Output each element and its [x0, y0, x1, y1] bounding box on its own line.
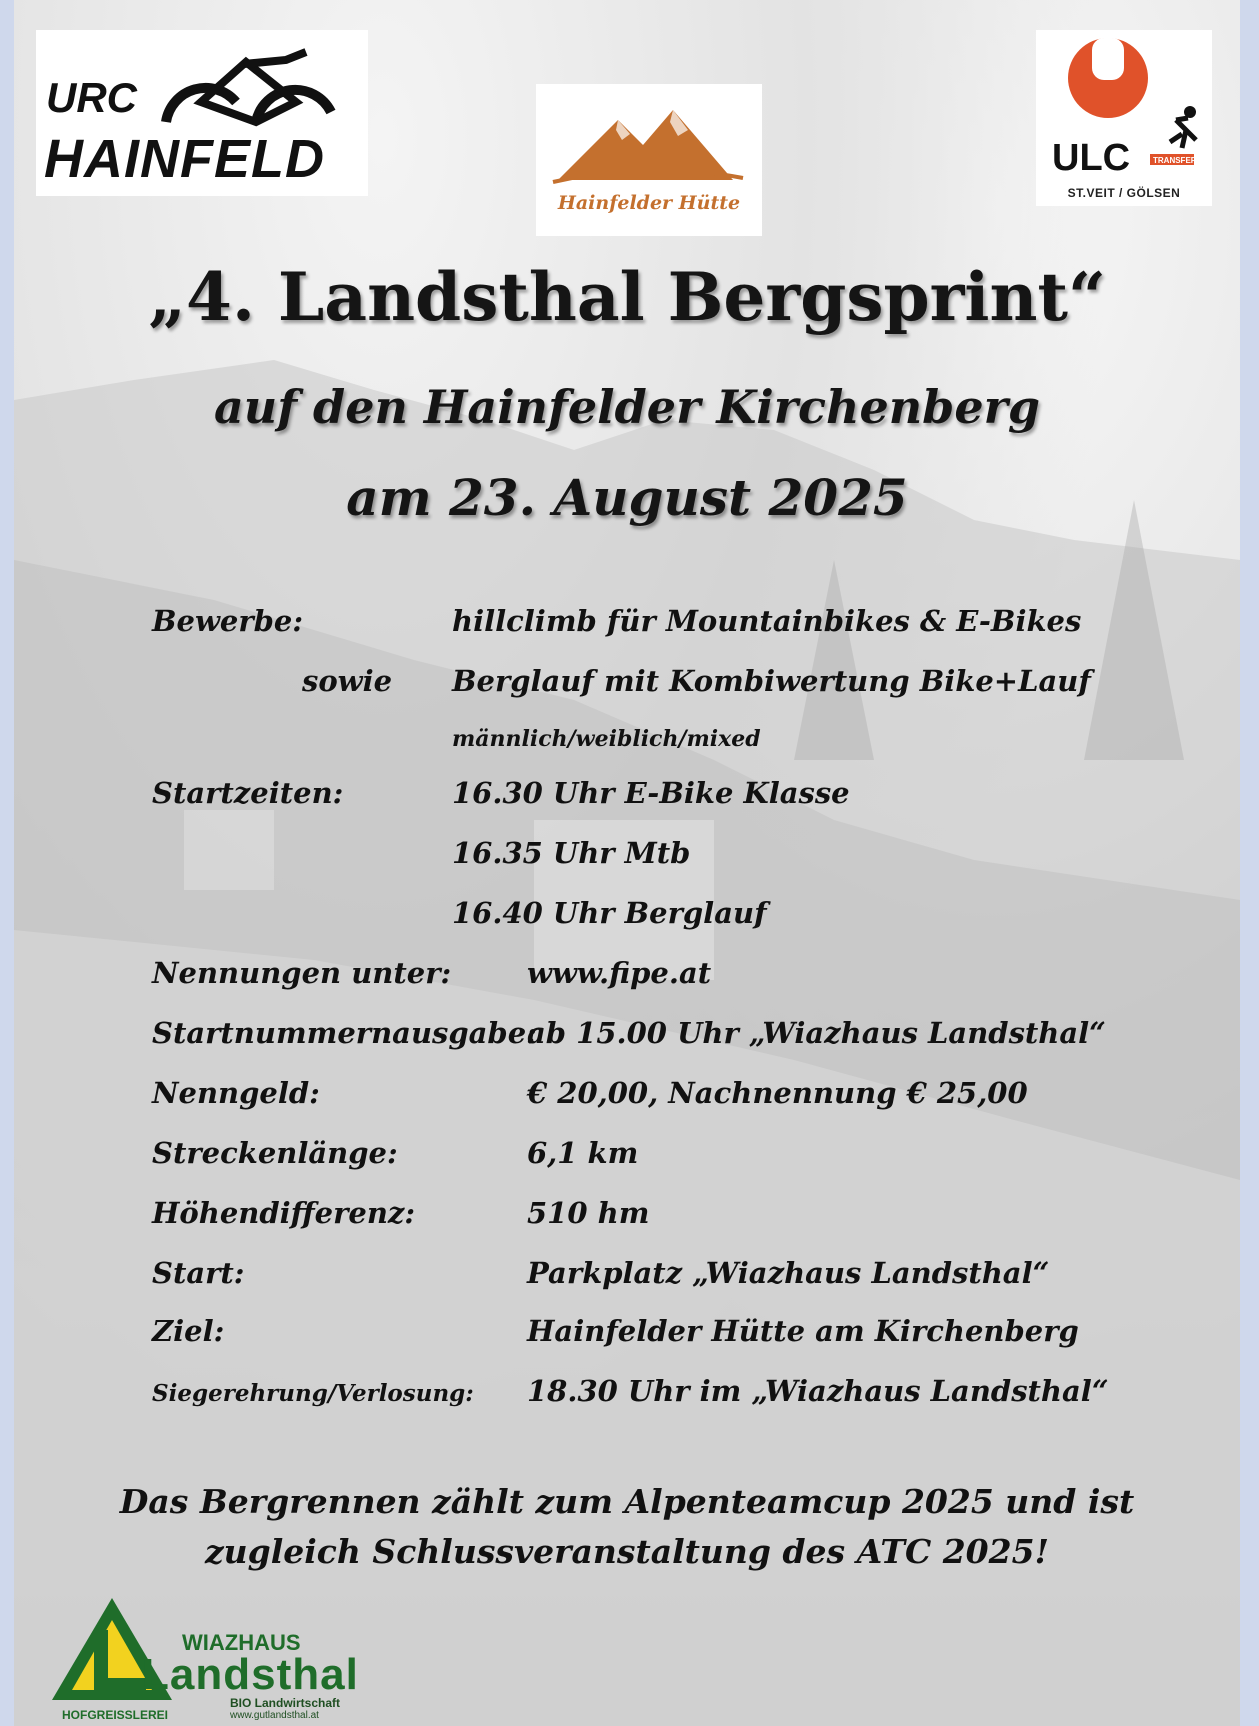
huette-name: Hainfelder Hütte	[557, 192, 741, 214]
bewerbe-label: Bewerbe:	[152, 604, 304, 638]
start-time-item: 16.30 Uhr E-Bike Klasse	[452, 776, 850, 810]
start-time-item: 16.35 Uhr Mtb	[452, 836, 691, 870]
event-subtitle: auf den Hainfelder Kirchenberg	[213, 380, 1041, 434]
startnummer-value: ab 15.00 Uhr „Wiazhaus Landsthal“	[527, 1016, 1106, 1050]
siegerehrung-value: 18.30 Uhr im „Wiazhaus Landsthal“	[527, 1374, 1109, 1408]
start-value: Parkplatz „Wiazhaus Landsthal“	[527, 1256, 1050, 1290]
bicycle-icon	[156, 42, 356, 142]
event-title: „4. Landsthal Bergsprint“	[148, 258, 1106, 336]
nennungen-label: Nennungen unter:	[152, 956, 452, 990]
transfer-text: TRANSFER	[1153, 156, 1197, 165]
streckenlaenge-value: 6,1 km	[527, 1136, 639, 1170]
urc-text: URC	[46, 74, 137, 121]
urc-hainfeld-logo	[36, 30, 368, 196]
sowie-value: Berglauf mit Kombiwertung Bike+Lauf	[452, 664, 1091, 698]
bewerbe-value: hillclimb für Mountainbikes & E-Bikes	[452, 604, 1082, 638]
startzeiten-label: Startzeiten:	[152, 776, 344, 810]
hoehendifferenz-value: 510 hm	[527, 1196, 650, 1230]
landsthal-bio: BIO Landwirtschaft	[230, 1696, 341, 1710]
start-time-item: 16.40 Uhr Berglauf	[452, 896, 767, 930]
ulc-logo	[1036, 30, 1212, 206]
ulc-emblem-icon	[1036, 30, 1212, 186]
start-label: Start:	[152, 1256, 245, 1290]
hainfelder-huette-logo	[536, 84, 762, 236]
nennungen-link[interactable]: www.fipe.at	[527, 956, 712, 990]
ziel-label: Ziel:	[152, 1314, 225, 1348]
landsthal-top-text: WIAZHAUS	[182, 1630, 301, 1655]
nenngeld-value: € 20,00, Nachnennung € 25,00	[527, 1076, 1028, 1110]
event-date: am 23. August 2025	[346, 468, 908, 527]
ulc-text: ULC	[1052, 137, 1131, 179]
landsthal-name: Landsthal	[142, 1650, 359, 1699]
sowie-label: sowie	[302, 664, 393, 698]
streckenlaenge-label: Streckenlänge:	[152, 1136, 398, 1170]
startnummer-label: Startnummernausgabe:	[152, 1016, 537, 1050]
ulc-place: ST.VEIT / GÖLSEN	[1067, 186, 1181, 200]
landsthal-web: www.gutlandsthal.at	[230, 1710, 319, 1721]
ziel-value: Hainfelder Hütte am Kirchenberg	[527, 1314, 1079, 1348]
gender-note: männlich/weiblich/mixed	[452, 726, 761, 752]
mountain-icon	[548, 100, 748, 190]
nenngeld-label: Nenngeld:	[152, 1076, 320, 1110]
footer-line-2: zugleich Schlussveranstaltung des ATC 2025!	[204, 1532, 1050, 1571]
hoehendifferenz-label: Höhendifferenz:	[152, 1196, 416, 1230]
poster	[14, 0, 1240, 1726]
footer-line-1: Das Bergrennen zählt zum Alpenteamcup 2025 und ist	[119, 1482, 1135, 1521]
wiazhaus-landsthal-logo	[42, 1590, 382, 1726]
landsthal-shop: HOFGREISSLEREI	[62, 1708, 169, 1722]
siegerehrung-label: Siegerehrung/Verlosung:	[152, 1380, 474, 1407]
hainfeld-text: HAINFELD	[44, 129, 325, 189]
